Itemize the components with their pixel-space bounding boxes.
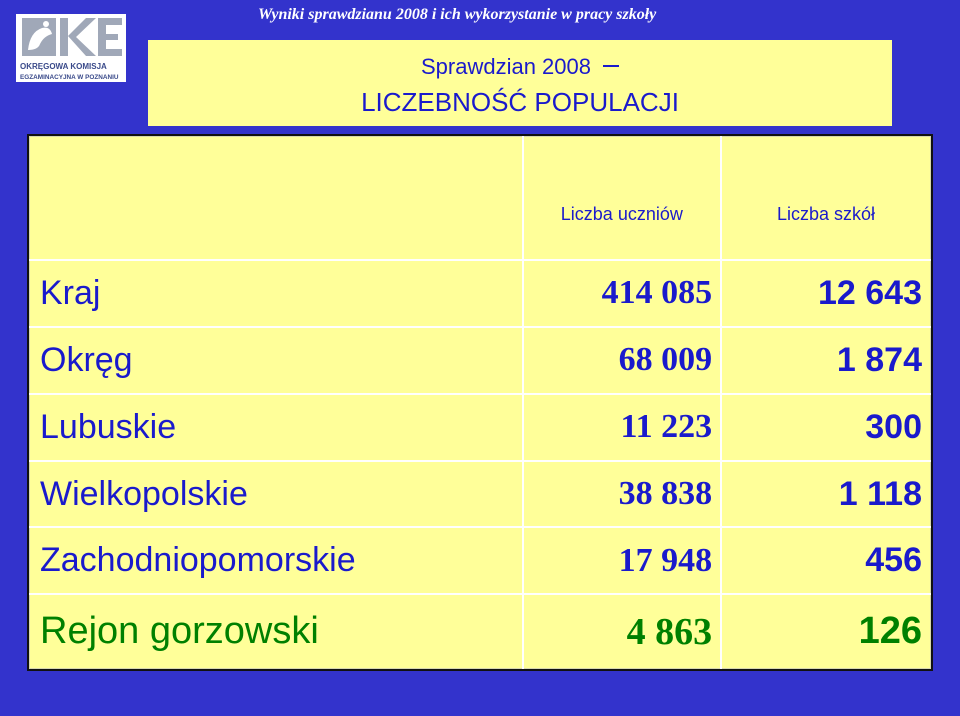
oke-logo-graphic (16, 14, 126, 82)
table-row (30, 527, 931, 594)
row-schools: 300 (721, 394, 930, 461)
logo-line2: EGZAMINACYJNA W POZNANIU (20, 74, 119, 81)
row-label: Kraj (30, 260, 523, 327)
table-row (30, 327, 931, 394)
title-year: Sprawdzian 2008 (420, 54, 591, 79)
logo-line1: OKRĘGOWA KOMISJA (20, 62, 107, 71)
row-students: 68 009 (523, 327, 722, 394)
row-students: 414 085 (523, 260, 722, 327)
row-schools: 12 643 (721, 260, 930, 327)
row-students: 11 223 (523, 394, 722, 461)
row-schools: 456 (721, 527, 930, 594)
oke-logo (16, 14, 126, 82)
row-schools: 126 (721, 594, 930, 668)
row-label: Okręg (30, 327, 523, 394)
title-box (148, 40, 892, 126)
population-table-grid (29, 136, 931, 669)
row-students: 4 863 (523, 594, 722, 668)
row-label: Wielkopolskie (30, 461, 523, 528)
title-dash (603, 65, 619, 67)
table-row (30, 394, 931, 461)
population-table (27, 134, 933, 671)
row-students: 38 838 (523, 461, 722, 528)
row-label: Zachodniopomorskie (30, 527, 523, 594)
row-schools: 1 874 (721, 327, 930, 394)
table-row-highlight (30, 594, 931, 668)
header-empty-cell (30, 137, 523, 261)
title-line1 (148, 54, 892, 80)
row-label: Lubuskie (30, 394, 523, 461)
row-students: 17 948 (523, 527, 722, 594)
table-header-row (30, 137, 931, 261)
table-row (30, 461, 931, 528)
table-row (30, 260, 931, 327)
row-schools: 1 118 (721, 461, 930, 528)
title-line2: LICZEBNOŚĆ POPULACJI (361, 87, 679, 117)
header-schools: Liczba szkół (721, 137, 930, 261)
header-caption: Wyniki sprawdzianu 2008 i ich wykorzystanie w pracy szkoły (258, 6, 657, 23)
header-students: Liczba uczniów (523, 137, 722, 261)
row-label: Rejon gorzowski (30, 594, 523, 668)
